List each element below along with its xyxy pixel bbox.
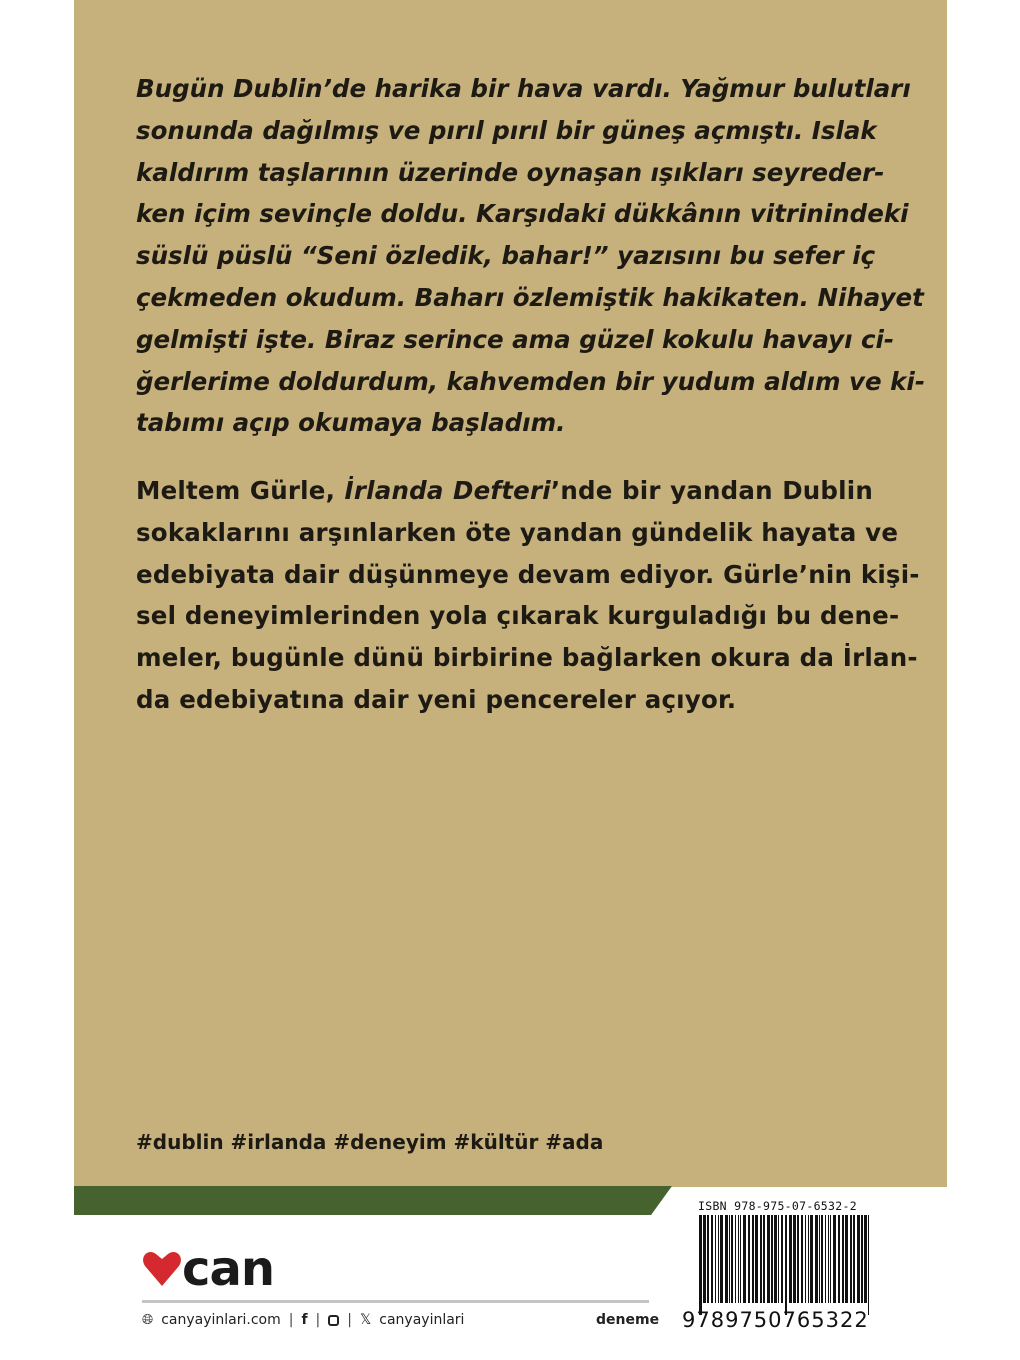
quote-line: ğerlerime doldurdum, kahvemden bir yudum aldım ve ki- xyxy=(136,366,925,396)
quote-line: süslü püslü “Seni özledik, bahar!” yazısını bu sefer iç xyxy=(136,241,876,271)
barcode-bar xyxy=(755,1215,758,1303)
blurb-line: da edebiyatına dair yeni pencereler açıyor. xyxy=(136,684,737,714)
barcode-bar xyxy=(797,1215,799,1303)
quote-line: Bugün Dublin’de harika bir hava vardı. Yağmur bulutları xyxy=(136,74,911,103)
barcode xyxy=(697,1215,873,1315)
genre-label: deneme xyxy=(596,1312,660,1328)
separator: | xyxy=(288,1312,294,1328)
barcode-bar xyxy=(805,1215,806,1303)
publisher-footer xyxy=(142,1312,652,1328)
x-icon[interactable]: 𝕏 xyxy=(359,1312,372,1328)
barcode-bar xyxy=(833,1215,836,1303)
quote-paragraph xyxy=(136,68,925,444)
green-band xyxy=(74,1186,672,1215)
barcode-bar xyxy=(815,1215,818,1303)
barcode-bar xyxy=(781,1215,783,1303)
barcode-bar xyxy=(743,1215,746,1303)
barcode-bar xyxy=(853,1215,855,1303)
divider xyxy=(142,1300,649,1303)
barcode-bar xyxy=(821,1215,823,1303)
globe-icon: 🌐︎ xyxy=(142,1312,154,1328)
blurb-line xyxy=(136,470,873,512)
barcode-bar xyxy=(828,1215,829,1303)
barcode-bar xyxy=(711,1215,713,1303)
barcode-bar xyxy=(810,1215,813,1303)
barcode-bar xyxy=(731,1215,733,1303)
blurb-line: meler, bugünle dünü birbirine bağlarken okura da İrlan- xyxy=(136,643,918,673)
quote-line: gelmişti işte. Biraz serince ama güzel kokulu havayı ci- xyxy=(136,324,895,354)
barcode-bar xyxy=(838,1215,840,1303)
barcode-bar xyxy=(718,1215,719,1303)
quote-line: sonunda dağılmış ve pırıl pırıl bir güneş açmıştı. Islak xyxy=(136,115,877,145)
barcode-bar xyxy=(830,1215,831,1303)
isbn-label: ISBN 978-975-07-6532-2 xyxy=(698,1199,857,1213)
hashtags: #dublin #irlanda #deneyim #kültür #ada xyxy=(136,1130,604,1154)
social-handle[interactable]: canyayinlari xyxy=(379,1312,465,1328)
website-link[interactable]: canyayinlari.com xyxy=(161,1312,281,1328)
instagram-icon[interactable] xyxy=(328,1315,339,1326)
barcode-bar xyxy=(868,1215,869,1315)
heart-icon xyxy=(142,1251,182,1287)
blurb-line: sokaklarını arşınlarken öte yandan gündelik hayata ve xyxy=(136,517,899,547)
ean-number: 9789750765322 xyxy=(682,1308,869,1332)
barcode-bar xyxy=(857,1215,860,1303)
barcode-bar xyxy=(861,1215,863,1303)
blurb-text: ’nde bir yandan Dublin xyxy=(550,476,873,505)
barcode-bar xyxy=(725,1215,728,1303)
barcode-bar xyxy=(774,1215,777,1303)
barcode-bar xyxy=(793,1215,796,1303)
barcode-bar xyxy=(789,1215,792,1303)
barcode-bar xyxy=(699,1215,702,1315)
barcode-bar xyxy=(850,1215,852,1303)
barcode-bar xyxy=(720,1215,723,1303)
blurb-line: edebiyata dair düşünmeye devam ediyor. Gürle’nin kişi- xyxy=(136,559,920,589)
barcode-bar xyxy=(738,1215,739,1303)
barcode-bar xyxy=(808,1215,809,1303)
barcode-bar xyxy=(864,1215,867,1303)
logo-text: can xyxy=(182,1241,275,1297)
barcode-bar xyxy=(715,1215,716,1303)
barcode-bar xyxy=(842,1215,844,1303)
separator: | xyxy=(347,1312,352,1328)
barcode-bar xyxy=(825,1215,826,1303)
barcode-bar xyxy=(740,1215,741,1303)
publisher-logo xyxy=(142,1241,275,1297)
quote-line: kaldırım taşlarının üzerinde oynaşan ışıkları seyreder- xyxy=(136,157,885,187)
barcode-bar xyxy=(767,1215,770,1303)
quote-line: tabımı açıp okumaya başladım. xyxy=(136,408,566,438)
author-text: Meltem Gürle, xyxy=(136,476,345,505)
blurb-paragraph xyxy=(136,470,920,721)
book-title: İrlanda Defteri xyxy=(344,476,551,505)
blurb-line: sel deneyimlerinden yola çıkarak kurguladığı bu dene- xyxy=(136,601,900,631)
barcode-bar xyxy=(763,1215,765,1303)
quote-line: çekmeden okudum. Baharı özlemiştik hakikaten. Nihayet xyxy=(136,282,924,312)
barcode-bar xyxy=(707,1215,709,1303)
barcode-bar xyxy=(760,1215,762,1303)
barcode-bar xyxy=(703,1215,706,1303)
barcode-bar xyxy=(778,1215,779,1303)
quote-line: ken içim sevinçle doldu. Karşıdaki dükkânın vitrinindeki xyxy=(136,199,909,229)
barcode-bar xyxy=(752,1215,754,1303)
barcode-bar xyxy=(819,1215,820,1303)
barcode-bar xyxy=(729,1215,730,1303)
barcode-bar xyxy=(845,1215,848,1303)
separator: | xyxy=(315,1312,321,1328)
barcode-bar xyxy=(785,1215,787,1315)
barcode-bar xyxy=(801,1215,803,1303)
barcode-bar xyxy=(771,1215,773,1303)
barcode-bar xyxy=(735,1215,736,1303)
facebook-icon[interactable]: f xyxy=(301,1312,308,1328)
barcode-bar xyxy=(748,1215,750,1303)
